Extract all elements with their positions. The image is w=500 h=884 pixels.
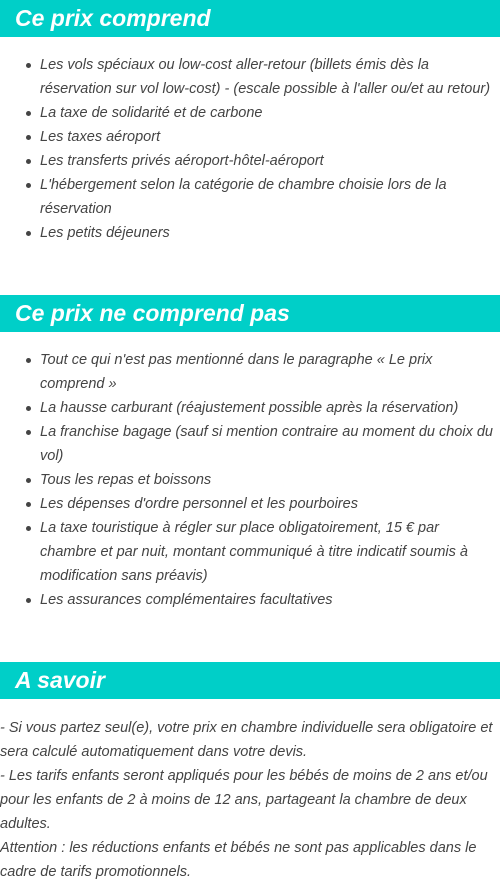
savoir-section-title: A savoir: [0, 662, 500, 699]
includes-item: Les transferts privés aéroport-hôtel-aéroport: [40, 149, 500, 173]
excludes-list: [0, 348, 500, 612]
includes-item: Les vols spéciaux ou low-cost aller-retour (billets émis dès la réservation sur vol low-cost) - (escale possible à l'aller ou/et au retour): [40, 53, 500, 101]
excludes-item: La taxe touristique à régler sur place obligatoirement, 15 € par chambre et par nuit, montant communiqué à titre indicatif soumis à modification sans préavis): [40, 516, 500, 588]
includes-list: [0, 53, 500, 245]
excludes-item: Tous les repas et boissons: [40, 468, 500, 492]
savoir-paragraph: Attention : les réductions enfants et bébés ne sont pas applicables dans le cadre de tarifs promotionnels.: [0, 840, 477, 880]
excludes-item: Les assurances complémentaires facultatives: [40, 588, 500, 612]
excludes-section-title: Ce prix ne comprend pas: [0, 295, 500, 332]
includes-section-title: Ce prix comprend: [0, 0, 500, 37]
excludes-item: Tout ce qui n'est pas mentionné dans le paragraphe « Le prix comprend »: [40, 348, 500, 396]
savoir-paragraph: - Si vous partez seul(e), votre prix en chambre individuelle sera obligatoire et sera calculé automatiquement dans votre devis.: [0, 720, 493, 760]
savoir-text: [0, 716, 500, 884]
excludes-item: La hausse carburant (réajustement possible après la réservation): [40, 396, 500, 420]
includes-item: Les taxes aéroport: [40, 125, 500, 149]
excludes-item: La franchise bagage (sauf si mention contraire au moment du choix du vol): [40, 420, 500, 468]
savoir-paragraph: - Les tarifs enfants seront appliqués pour les bébés de moins de 2 ans et/ou pour les enfants de 2 à moins de 12 ans, partageant la chambre de deux adultes.: [0, 768, 488, 832]
excludes-item: Les dépenses d'ordre personnel et les pourboires: [40, 492, 500, 516]
includes-item: L'hébergement selon la catégorie de chambre choisie lors de la réservation: [40, 173, 500, 221]
includes-item: Les petits déjeuners: [40, 221, 500, 245]
includes-item: La taxe de solidarité et de carbone: [40, 101, 500, 125]
